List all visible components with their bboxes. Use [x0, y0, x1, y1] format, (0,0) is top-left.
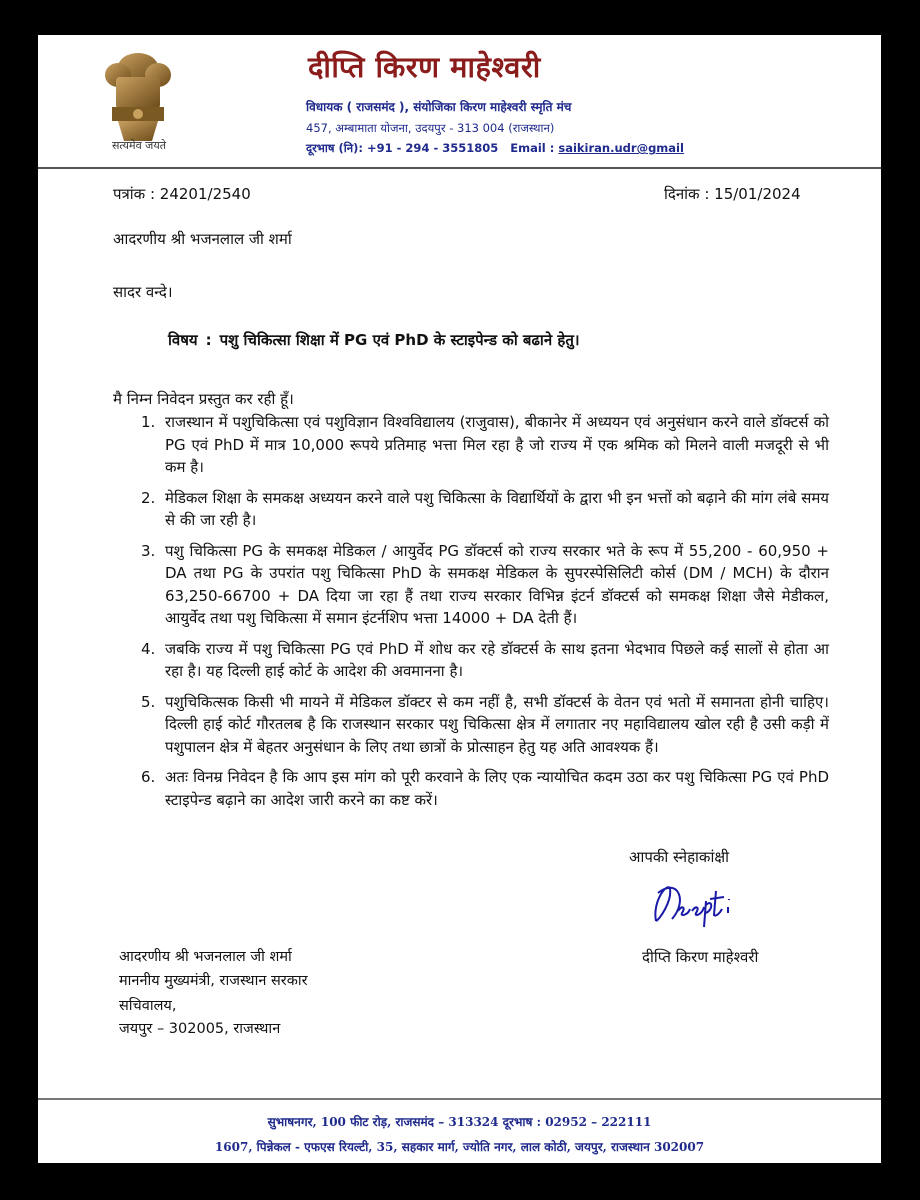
- recipient-address-line: माननीय मुख्यमंत्री, राजस्थान सरकार: [119, 973, 308, 989]
- list-item: [113, 766, 829, 811]
- points-list: [113, 411, 829, 819]
- list-item: [113, 691, 829, 759]
- list-item-text: पशुचिकित्सक किसी भी मायने में मेडिकल डॉक्टर से कम नहीं है, सभी डॉक्टर्स के वेतन एवं भतो में समानता होनी चाहिए। दिल्ली हाई कोर्ट गौरतलब है कि राजस्थान सरकार पशु चिकित्सा क्षेत्र में लगातार नए महाविद्यालय खोल रही है उसी कड़ी में पशुपालन क्षेत्र में बेहतर अनुसंधान के लिए तथा छात्रों के प्रोत्साहन हेतु यह अति आवश्यक हैं।: [165, 692, 829, 756]
- signature-image: [648, 871, 738, 931]
- reference-number: पत्रांक : 24201/2540: [113, 185, 251, 203]
- footer-line: 1607, पिन्नेकल - एफएस रियल्टी, 35, सहकार मार्ग, ज्योति नगर, लाल कोठी, जयपुर, राजस्थान 302007: [214, 1140, 705, 1154]
- list-number: 3.: [141, 541, 156, 560]
- intro-text: मै निम्न निवेदन प्रस्तुत कर रही हूँ।: [113, 390, 294, 408]
- recipient-address-line: जयपुर – 302005, राजस्थान: [119, 1021, 281, 1037]
- letterhead-designation: विधायक ( राजसमंद ), संयोजिका किरण माहेश्वरी स्मृति मंच: [306, 100, 572, 114]
- phone-label: दूरभाष (नि):: [306, 141, 363, 155]
- list-item: [113, 540, 829, 630]
- list-item-text: पशु चिकित्सा PG के समकक्ष मेडिकल / आयुर्वेद PG डॉक्टर्स को राज्य सरकार भते के रूप में 55,200 - 60,950 + DA तथा PG के उपरांत पशु चिकित्सा PhD के समकक्ष मेडिकल के सुपरस्पेसिलिटी कोर्स (DM / MCH) के दौरान 63,250-66700 + DA दिया जा रहा हैं तथा राज्य सरकार विभिन्न इंटर्न डॉक्टर्स को समकक्ष शिक्षा जैसे मेडीकल, आयुर्वेद तथा पशु चिकित्सा में समान इंटर्नशिप भत्ता 14000 + DA देती हैं।: [165, 541, 829, 627]
- recipient-address-line: आदरणीय श्री भजनलाल जी शर्मा: [119, 949, 292, 965]
- footer-line: सुभाषनगर, 100 फीट रोड़, राजसमंद – 313324 दूरभाष : 02952 – 222111: [267, 1115, 652, 1129]
- list-item-text: जबकि राज्य में पशु चिकित्सा PG एवं PhD में शोध कर रहे डॉक्टर्स के साथ इतना भेदभाव पिछले कई सालों से होता आ रहा है। यह दिल्ली हाई कोर्ट के आदेश की अवमानना है।: [165, 639, 829, 680]
- footer-divider: [38, 1098, 881, 1100]
- letter-date: दिनांक : 15/01/2024: [664, 185, 801, 203]
- subject-text: पशु चिकित्सा शिक्षा में PG एवं PhD के स्टाइपेन्ड को बढाने हेतु।: [219, 331, 580, 349]
- subject-separator: :: [205, 331, 212, 349]
- subject-line: [168, 328, 580, 352]
- phone-number: +91 - 294 - 3551805: [367, 141, 499, 155]
- signatory-name: दीप्ति किरण माहेश्वरी: [642, 948, 759, 966]
- letterhead-contact: [306, 141, 684, 156]
- list-item: [113, 638, 829, 683]
- letter-page: [38, 35, 881, 1163]
- list-number: 1.: [141, 413, 156, 431]
- email-label: Email :: [510, 141, 555, 155]
- letterhead-address: 457, अम्बामाता योजना, उदयपुर - 313 004 (राजस्थान): [306, 121, 555, 135]
- list-item-text: राजस्थान में पशुचिकित्सा एवं पशुविज्ञान विश्वविद्यालय (राजुवास), बीकानेर में अध्ययन एवं अनुसंधान करने वाले डॉक्टर्स को PG एवं PhD में मात्र 10,000 रूपये प्रतिमाह भत्ता मिल रहा है जो राज्य में एक श्रमिक को मिलने वाली मजदूरी से भी कम है।: [165, 413, 829, 476]
- subject-label: विषय: [168, 331, 198, 349]
- list-number: 5.: [141, 692, 156, 711]
- addressee: आदरणीय श्री भजनलाल जी शर्मा: [113, 230, 292, 248]
- list-item: [113, 487, 829, 532]
- list-item-text: मेडिकल शिक्षा के समकक्ष अध्ययन करने वाले पशु चिकित्सा के विद्यार्थियों के द्वारा भी इन भत्तों को बढ़ाने की मांग लंबे समय से की जा रही है।: [165, 488, 829, 529]
- email-link[interactable]: saikiran.udr@gmail: [558, 141, 684, 155]
- list-item: [113, 411, 829, 479]
- national-emblem-icon: [88, 45, 188, 175]
- greeting: सादर वन्दे।: [113, 283, 173, 301]
- list-item-text: अतः विनम्र निवेदन है कि आप इस मांग को पूरी करवाने के लिए एक न्यायोचित कदम उठा कर पशु चिकित्सा PG एवं PhD स्टाइपेन्ड बढ़ाने का आदेश जारी करने का कष्ट करें।: [165, 768, 829, 809]
- list-number: 2.: [141, 488, 156, 507]
- header-divider: [38, 167, 881, 169]
- list-number: 6.: [141, 768, 156, 786]
- emblem-motto: सत्यमेव जयते: [111, 139, 166, 152]
- recipient-address-line: सचिवालय,: [119, 998, 177, 1014]
- letterhead-name: दीप्ति किरण माहेश्वरी: [308, 50, 541, 84]
- list-number: 4.: [141, 639, 156, 658]
- closing-text: आपकी स्नेहाकांक्षी: [629, 848, 729, 866]
